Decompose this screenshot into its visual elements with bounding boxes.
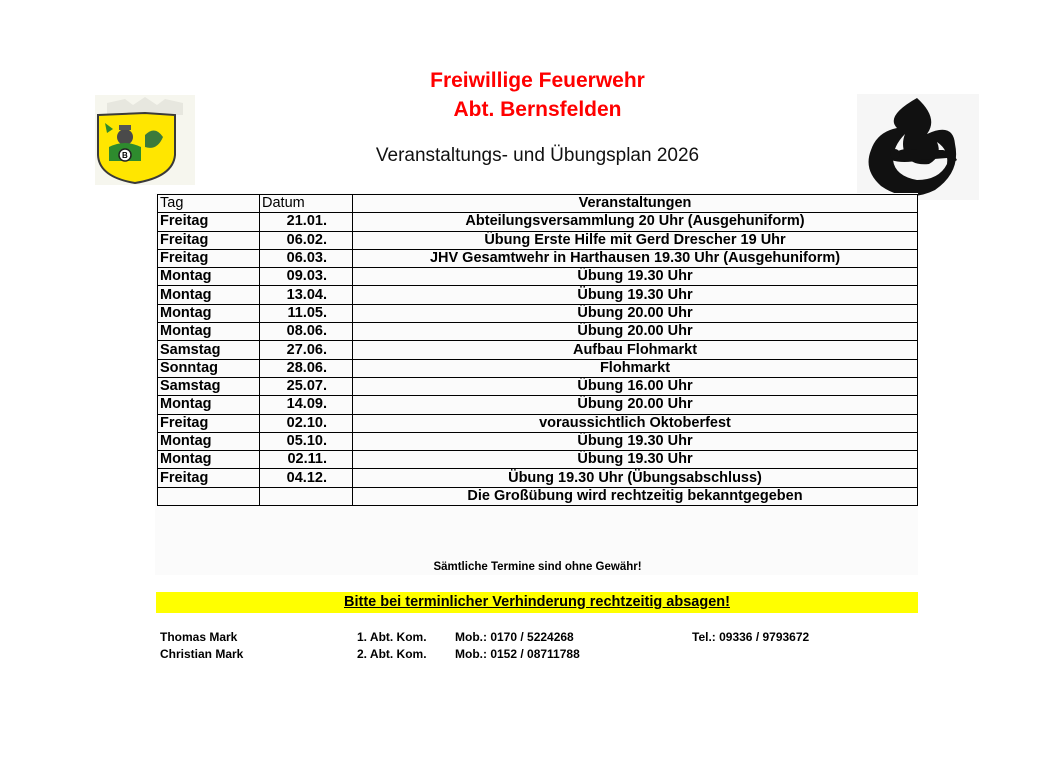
contact-role: 2. Abt. Kom. — [357, 647, 427, 661]
event-cell: voraussichtlich Oktoberfest — [353, 414, 918, 432]
event-cell: Übung 19.30 Uhr (Übungsabschluss) — [353, 469, 918, 487]
table-row — [158, 359, 918, 377]
event-cell: Übung 19.30 Uhr — [353, 268, 918, 286]
day-cell: Montag — [158, 396, 260, 414]
event-cell: Aufbau Flohmarkt — [353, 341, 918, 359]
day-cell: Montag — [158, 268, 260, 286]
day-cell: Sonntag — [158, 359, 260, 377]
day-cell: Montag — [158, 451, 260, 469]
disclaimer-note: Sämtliche Termine sind ohne Gewähr! — [433, 561, 642, 573]
table-row — [158, 304, 918, 322]
schedule-table — [157, 194, 918, 506]
event-cell: JHV Gesamtwehr in Harthausen 19.30 Uhr (Ausgehuniform) — [353, 249, 918, 267]
date-cell: 06.03. — [260, 249, 353, 267]
date-cell: 04.12. — [260, 469, 353, 487]
date-cell: 11.05. — [260, 304, 353, 322]
date-cell: 14.09. — [260, 396, 353, 414]
event-cell: Übung 19.30 Uhr — [353, 451, 918, 469]
day-cell: Samstag — [158, 341, 260, 359]
table-row — [158, 396, 918, 414]
event-cell: Die Großübung wird rechtzeitig bekanntgegeben — [353, 487, 918, 505]
table-row — [158, 377, 918, 395]
date-cell: 06.02. — [260, 231, 353, 249]
table-header-row — [158, 195, 918, 213]
date-cell: 02.11. — [260, 451, 353, 469]
table-row — [158, 286, 918, 304]
day-cell: Freitag — [158, 213, 260, 231]
day-cell: Montag — [158, 323, 260, 341]
date-cell: 25.07. — [260, 377, 353, 395]
event-cell: Übung 20.00 Uhr — [353, 396, 918, 414]
table-row — [158, 213, 918, 231]
date-cell: 27.06. — [260, 341, 353, 359]
day-cell: Samstag — [158, 377, 260, 395]
table-row — [158, 323, 918, 341]
table-row — [158, 432, 918, 450]
date-cell: 13.04. — [260, 286, 353, 304]
event-cell: Flohmarkt — [353, 359, 918, 377]
event-cell: Übung 20.00 Uhr — [353, 304, 918, 322]
day-cell: Montag — [158, 304, 260, 322]
contact-name: Thomas Mark — [160, 630, 238, 644]
event-cell: Übung Erste Hilfe mit Gerd Drescher 19 Uhr — [353, 231, 918, 249]
table-row — [158, 469, 918, 487]
date-cell: 28.06. — [260, 359, 353, 377]
event-cell: Übung 19.30 Uhr — [353, 286, 918, 304]
day-cell: Montag — [158, 432, 260, 450]
contact-phone: Tel.: 09336 / 9793672 — [692, 630, 810, 644]
date-cell: 05.10. — [260, 432, 353, 450]
table-row — [158, 268, 918, 286]
date-cell: 21.01. — [260, 213, 353, 231]
header-tag: Tag — [158, 195, 260, 213]
table-row — [158, 414, 918, 432]
contact-role: 1. Abt. Kom. — [357, 630, 427, 644]
header-events: Veranstaltungen — [353, 195, 918, 213]
svg-text:B: B — [122, 151, 128, 160]
event-cell: Übung 20.00 Uhr — [353, 323, 918, 341]
event-cell: Übung 16.00 Uhr — [353, 377, 918, 395]
day-cell: Montag — [158, 286, 260, 304]
table-row — [158, 341, 918, 359]
department-title: Abt. Bernsfelden — [453, 98, 622, 121]
date-cell: 09.03. — [260, 268, 353, 286]
plan-subtitle: Veranstaltungs- und Übungsplan 2026 — [375, 145, 700, 166]
contact-mobile: Mob.: 0170 / 5224268 — [455, 630, 574, 644]
event-cell: Abteilungsversammlung 20 Uhr (Ausgehuniform) — [353, 213, 918, 231]
date-cell — [260, 487, 353, 505]
contact-name: Christian Mark — [160, 647, 244, 661]
date-cell: 08.06. — [260, 323, 353, 341]
table-row — [158, 249, 918, 267]
day-cell: Freitag — [158, 231, 260, 249]
day-cell: Freitag — [158, 469, 260, 487]
day-cell — [158, 487, 260, 505]
table-row — [158, 451, 918, 469]
cancellation-banner: Bitte bei terminlicher Verhinderung rechtzeitig absagen! — [156, 592, 918, 613]
event-cell: Übung 19.30 Uhr — [353, 432, 918, 450]
table-row — [158, 231, 918, 249]
organization-title: Freiwillige Feuerwehr — [430, 69, 645, 92]
contact-mobile: Mob.: 0152 / 08711788 — [455, 647, 580, 661]
header-datum: Datum — [260, 195, 353, 213]
day-cell: Freitag — [158, 249, 260, 267]
date-cell: 02.10. — [260, 414, 353, 432]
table-row — [158, 487, 918, 505]
day-cell: Freitag — [158, 414, 260, 432]
